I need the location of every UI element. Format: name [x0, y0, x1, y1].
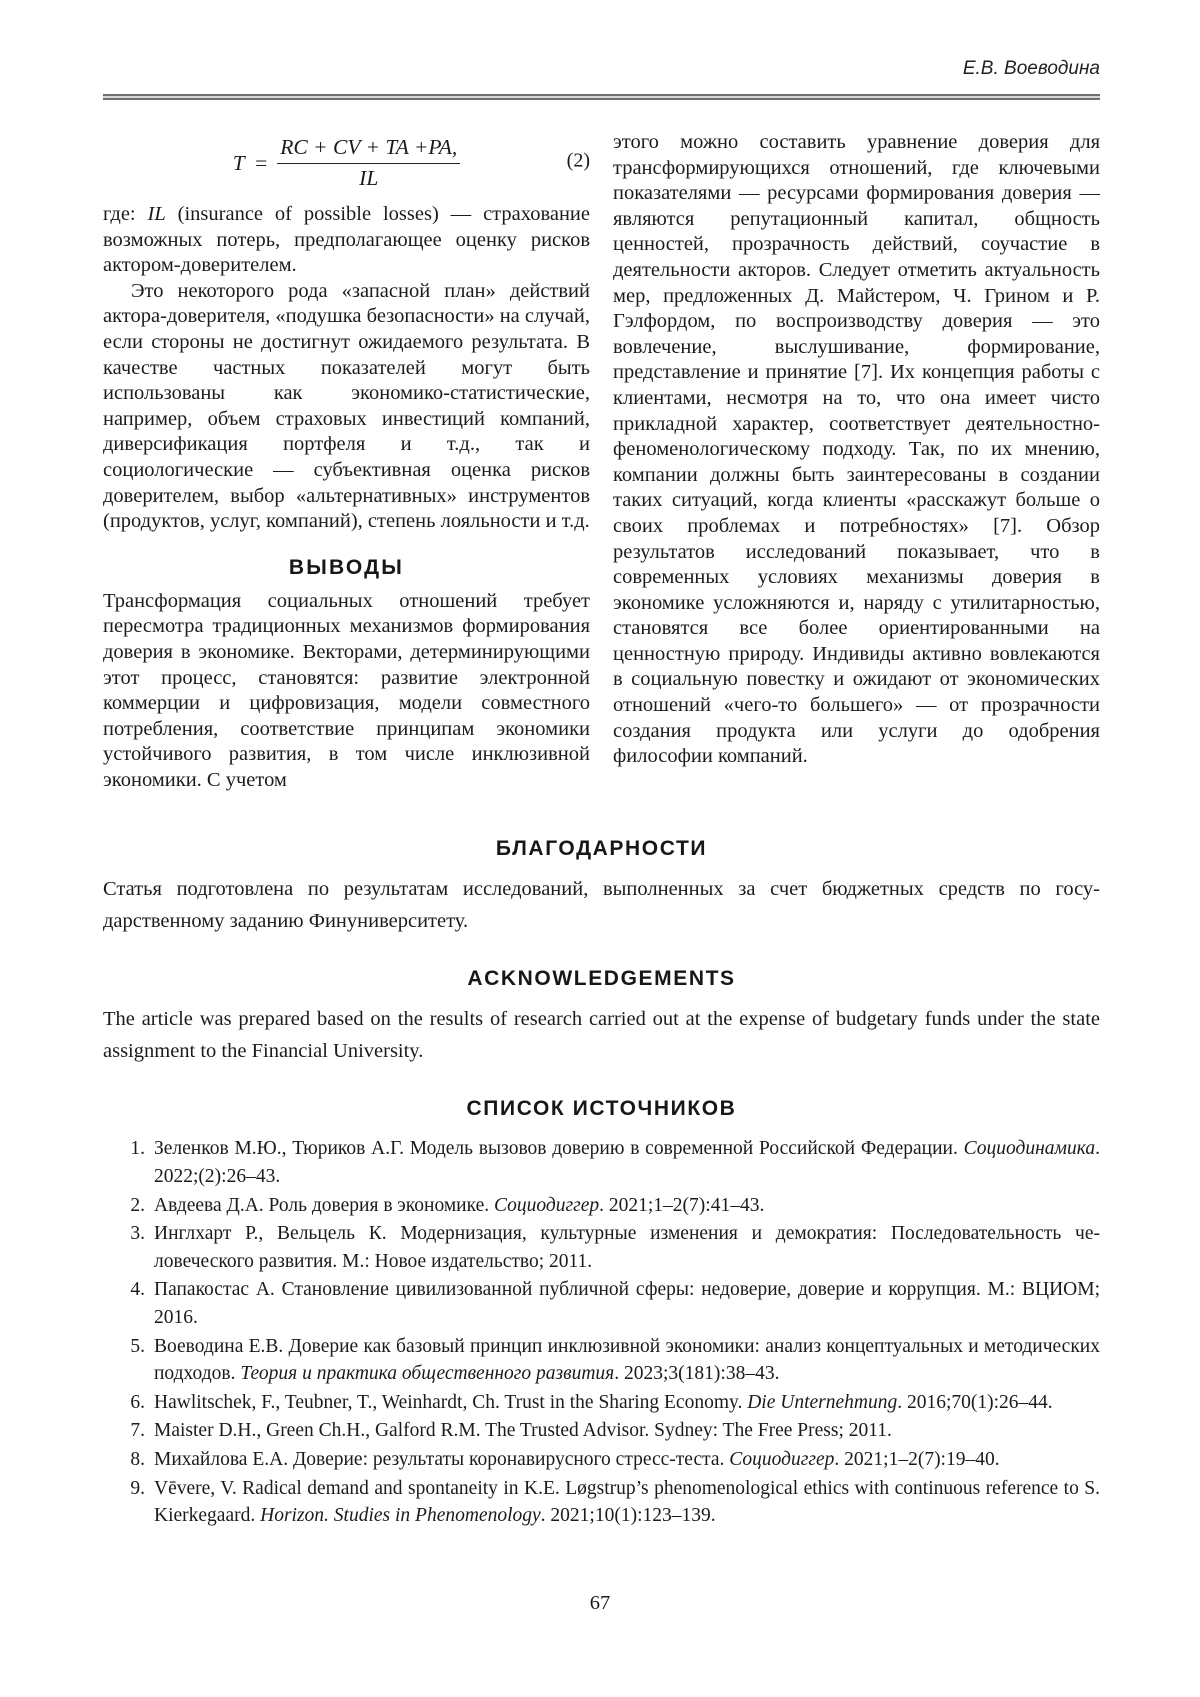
text-run: . 2021;10(1):123–139.: [540, 1505, 716, 1527]
text-run: Инглхарт Р., Вельцель К. Модернизация, культурные изменения и демократия: Последовательность человеческого развития. М.: Новое издательство; 2011.: [154, 1223, 1100, 1272]
text-run: где:: [103, 203, 148, 225]
reference-text: [154, 1220, 1100, 1275]
reference-item: [119, 1417, 1100, 1445]
acknowledgements-ru-section: [103, 837, 1100, 937]
header-rule: [103, 94, 1100, 100]
page-number: 67: [589, 1592, 611, 1614]
italic-text: IL: [147, 203, 166, 225]
reference-number: 1.: [130, 1138, 145, 1160]
text-run: Михайлова Е.А. Доверие: результаты коронавирусного стресс-теста.: [154, 1449, 730, 1470]
italic-text: Die Unternehmung: [747, 1391, 898, 1413]
text-run: Это некоторого рода «запасной план» действий актора-доверителя, «подушка безопасности» на случай, если стороны не достигнут ожидаемого результата. В качестве частных показателей могут быть использованы как экономико-статистические, например, объем страховых инвестиций компаний, диверсификация портфеля и т.д., так и социологические — субъективная оценка рисков доверителем, выбор «альтернативных» инструментов (продуктов, услуг, компаний), степень лояльности и т.д.: [103, 279, 590, 533]
text-run: Авдеева Д.А. Роль доверия в экономике.: [154, 1194, 494, 1216]
text-run: Зеленков М.Ю., Тюриков А.Г. Модель вызовов доверию в современной Российской Федерации.: [154, 1138, 964, 1160]
reference-item: [119, 1192, 1100, 1220]
reference-text: [154, 1333, 1100, 1388]
reference-number: 9.: [130, 1477, 145, 1499]
reference-text: [154, 1276, 1100, 1331]
text-run: Трансформация социальных отношений требует пересмотра традиционных механизмов формирования доверия в экономике. Векторами, детерминирующими этот процесс, становятся: развитие электронной коммерции и цифровизация, модели совместного потребления, соответствие принципам экономики устойчивого развития, в том числе инклюзивной экономики. С учетом: [103, 589, 590, 791]
reference-number: 7.: [130, 1420, 145, 1442]
text-run: этого можно составить уравнение доверия для трансформирующихся отношений, где ключевыми показателями — ресурсами формирования доверия — являются репутационный капитал, общность ценностей, прозрачность действий, соучастие в деятельности акторов. Следует отметить актуальность мер, предложенных Д. Майстером, Ч. Грином и Р. Гэлфордом, по воспроизводству доверия — это вовлечение, выслушивание, формирование, представление и принятие [7]. Их концепция работы с клиентами, несмотря на то, что она имеет чисто прикладной характер, соответствует деятельностно-феноменологическому подходу. Так, по их мнению, компании должны быть заинтересованы в создании таких ситуаций, когда клиенты «расскажут больше о своих проблемах и потребностях» [7]. Обзор результатов исследований показывает, что в современных условиях механизмы доверия в экономике усложняются и, наряду с утилитарностью, становятся все более ориентированными на ценностную природу. Индивиды активно вовлекаются в социальную повестку и ожидают от экономических отношений «чего-то большего» — от прозрачности создания продукта или услуги до одобрения философии компаний.: [613, 131, 1100, 768]
reference-text: [154, 1475, 1100, 1530]
references-section: [103, 1097, 1100, 1529]
reference-text: [154, 1389, 1100, 1417]
reference-number: 5.: [130, 1335, 145, 1357]
body-paragraph: [613, 130, 1100, 770]
reference-list: [103, 1135, 1100, 1529]
reference-item: [119, 1135, 1100, 1190]
body-paragraph: [103, 279, 590, 535]
two-column-body: [103, 130, 1100, 793]
reference-text: [154, 1446, 1100, 1474]
formula-number: (2): [566, 149, 590, 172]
formula-block: [103, 130, 590, 196]
text-run: Воеводина Е.В. Доверие как базовый принцип инклюзивной экономики: анализ концептуальных и методических подходов.: [154, 1335, 1100, 1385]
acknowledgements-ru-text: Статья подготовлена по результатам исследований, выполненных за счет бюджетных средств по государственному заданию Финуниверситету.: [103, 878, 1100, 933]
reference-number: 2.: [130, 1194, 145, 1216]
reference-item: [119, 1446, 1100, 1474]
formula-fraction: [277, 135, 460, 191]
acknowledgements-en-section: [103, 967, 1100, 1067]
reference-text: [154, 1417, 1100, 1445]
reference-number: 6.: [130, 1391, 145, 1413]
text-run: (insurance of possible losses) — страхование возможных потерь, предполагающее оценку рисков актором-доверителем.: [103, 203, 590, 277]
reference-item: [119, 1389, 1100, 1417]
reference-item: [119, 1220, 1100, 1275]
reference-number: 4.: [130, 1279, 145, 1301]
right-column: [613, 130, 1100, 793]
reference-text: [154, 1135, 1100, 1190]
formula-equals: =: [253, 150, 269, 175]
text-run: . 2021;1–2(7):19–40.: [834, 1449, 1000, 1470]
text-run: . 2022;(2):26–43.: [154, 1138, 1100, 1188]
section-heading-acknowledgements-en: ACKNOWLEDGEMENTS: [467, 967, 736, 991]
italic-text: Horizon. Studies in Phenomenology: [260, 1505, 541, 1527]
acknowledgements-en-text: The article was prepared based on the results of research carried out at the expense of budgetary funds under the state assignment to the Financial University.: [103, 1008, 1100, 1063]
formula-numerator: RC + CV + TA +PA,: [277, 135, 460, 164]
reference-number: 8.: [130, 1449, 145, 1470]
text-run: . 2021;1–2(7):41–43.: [599, 1194, 765, 1216]
text-run: Hawlitschek, F., Teubner, T., Weinhardt, Ch. Trust in the Sharing Economy.: [154, 1391, 748, 1413]
body-paragraph: [103, 589, 590, 794]
formula-lhs: T: [232, 150, 245, 175]
reference-item: [119, 1475, 1100, 1530]
reference-number: 3.: [130, 1223, 145, 1245]
text-run: . 2023;3(181):38–43.: [614, 1363, 780, 1385]
text-run: Maister D.H., Green Ch.H., Galford R.M. The Trusted Advisor. Sydney: The Free Press; 2011.: [154, 1420, 892, 1442]
italic-text: Социодиггер: [729, 1449, 835, 1470]
italic-text: Социодинамика: [963, 1138, 1096, 1160]
reference-item: [119, 1276, 1100, 1331]
section-heading-conclusions: ВЫВОДЫ: [288, 555, 405, 579]
text-run: Папакостас А. Становление цивилизованной публичной сферы: недоверие, доверие и коррупция. М.: ВЦИОМ; 2016.: [154, 1279, 1100, 1329]
running-head-author: Е.В. Воеводина: [962, 58, 1100, 79]
left-column: [103, 130, 590, 793]
text-run: . 2016;70(1):26–44.: [897, 1391, 1053, 1413]
italic-text: Социодиггер: [494, 1194, 600, 1216]
reference-item: [119, 1333, 1100, 1388]
italic-text: Теория и практика общественного развития: [240, 1363, 615, 1385]
formula-expression: [233, 135, 460, 191]
reference-text: [154, 1192, 1100, 1220]
formula-denominator: IL: [359, 166, 379, 190]
text-run: Vēvere, V. Radical demand and spontaneity in K.E. Løgstrup’s phenomenological ethics with continuous reference to S. Kierkegaard.: [154, 1477, 1100, 1527]
section-heading-acknowledgements-ru: БЛАГОДАРНОСТИ: [495, 837, 708, 861]
section-heading-references: СПИСОК ИСТОЧНИКОВ: [466, 1097, 737, 1121]
body-paragraph: [103, 202, 590, 279]
